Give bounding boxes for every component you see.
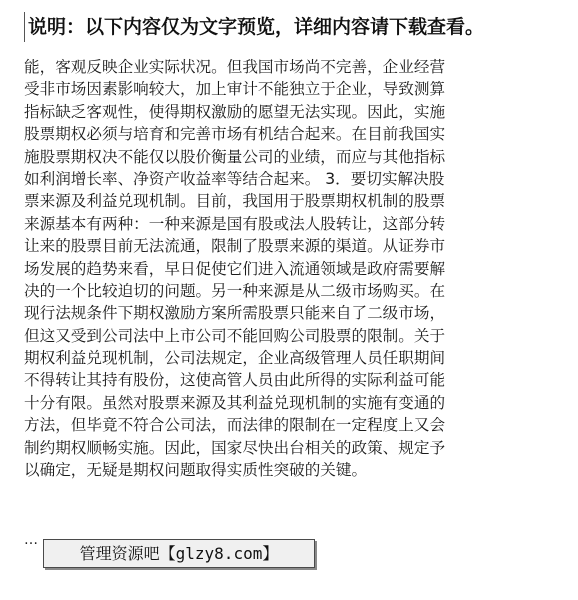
body-line: 场发展的趋势来看，早日促使它们进入流通领域是政府需要解 xyxy=(24,259,446,278)
body-line: 如利润增长率、净资产收益率等结合起来。 3．要切实解决股 xyxy=(24,169,445,188)
site-banner-link[interactable]: 管理资源吧【glzy8.com】 xyxy=(43,539,315,568)
body-line: 制约期权顺畅实施。因此，国家尽快出台相关的政策、规定予 xyxy=(24,438,446,457)
preview-notice: 说明：以下内容仅为文字预览，详细内容请下载查看。 xyxy=(24,12,572,42)
body-line: 施股票期权决不能仅以股价衡量公司的业绩，而应与其他指标 xyxy=(24,147,446,166)
body-line: 来源基本有两种：一种来源是国有股或法人股转让，这部分转 xyxy=(24,214,446,233)
body-line: 不得转让其持有股份，这使高管人员由此所得的实际利益可能 xyxy=(24,371,446,390)
body-line: 决的一个比较迫切的问题。另一种来源是从二级市场购买。在 xyxy=(24,281,446,300)
body-line: 现行法规条件下期权激励方案所需股票只能来自了二级市场， xyxy=(24,304,446,323)
body-line: 十分有限。虽然对股票来源及其利益兑现机制的实施有变通的 xyxy=(24,393,446,412)
body-line: 让来的股票目前无法流通，限制了股票来源的渠道。从证券市 xyxy=(24,237,446,256)
body-line: 股票期权必须与培育和完善市场有机结合起来。在目前我国实 xyxy=(24,125,446,144)
body-line: 以确定，无疑是期权问题取得实质性突破的关键。 xyxy=(24,461,368,480)
ellipsis-mark: … xyxy=(24,532,39,548)
body-line: 受非市场因素影响较大，加上审计不能独立于企业，导致测算 xyxy=(24,80,446,99)
body-line: 期权利益兑现机制，公司法规定，企业高级管理人员任职期间 xyxy=(24,349,446,368)
body-line: 但这又受到公司法中上市公司不能回购公司股票的限制。关于 xyxy=(24,326,446,345)
body-line: 方法，但毕竟不符合公司法，而法律的限制在一定程度上又会 xyxy=(24,416,446,435)
body-line: 票来源及利益兑现机制。目前，我国用于股票期权机制的股票 xyxy=(24,192,446,211)
document-body xyxy=(24,56,544,481)
body-line: 能，客观反映企业实际状况。但我国市场尚不完善，企业经营 xyxy=(24,58,446,76)
body-line: 指标缺乏客观性，使得期权激励的愿望无法实现。因此，实施 xyxy=(24,102,446,121)
